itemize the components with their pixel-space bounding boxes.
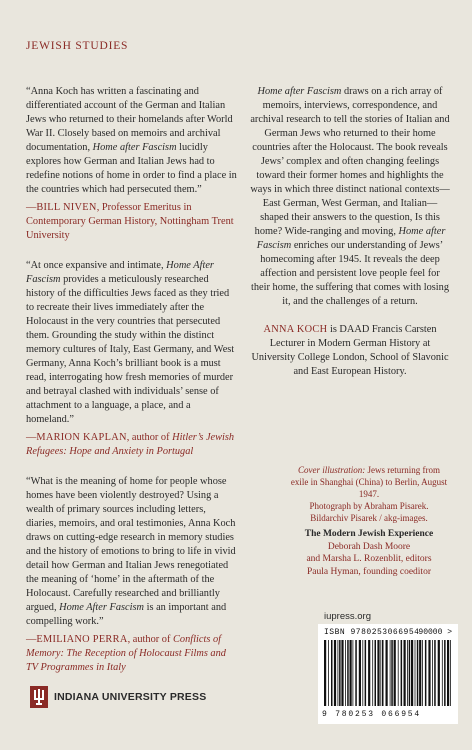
author-name: ANNA KOCH [263,324,328,335]
barcode-bar [444,640,446,706]
publisher-name: INDIANA UNIVERSITY PRESS [54,691,207,703]
barcode-bar [442,640,443,706]
barcode-bar [380,640,381,706]
barcode-bar [409,640,411,706]
barcode-bar [377,640,379,706]
barcode-bar [438,640,440,706]
barcode-bar [401,640,403,706]
barcode-bar [450,640,451,706]
barcode-bar [372,640,373,706]
series-title: The Modern Jewish Experience [304,529,434,539]
barcode-bar [428,640,430,706]
barcode-bar [417,640,419,706]
endorsements-column [26,85,238,691]
barcode-bar [391,640,393,706]
barcode-bar [324,640,326,706]
cover-illustration-credit: Cover illustration: Jews returning from exile in Shanghai (China) to Berlin, August 1947. Photograph by Abraham Pisarek. Bildarchiv Pisarek / akg-images. [290,465,448,523]
barcode-bar [350,640,352,706]
iu-trident-logo-icon [30,686,48,708]
endorser-affiliation: , author of Conflicts of Memory: The Reception of Holocaust Films and TV Programmes in Italy [26,634,226,673]
endorsement [26,475,238,675]
barcode-bar [338,640,339,706]
barcode-bar [386,640,388,706]
barcode-bar [339,640,341,706]
barcode-bar [375,640,377,706]
barcode-bar [432,640,433,706]
barcode-bar [425,640,427,706]
endorser-affiliation: , author of Hitler’s Jewish Refugees: Hope and Anxiety in Portugal [26,432,235,457]
barcode-bar [334,640,336,706]
barcode-bar [407,640,408,706]
endorsement [26,259,238,459]
endorsement-attribution: —MARION KAPLAN, author of Hitler’s Jewish Refugees: Hope and Anxiety in Portugal [26,432,235,457]
endorsement [26,85,238,243]
barcode-bars [324,640,452,706]
barcode-bar [355,640,357,706]
barcode-bar [419,640,421,706]
book-description: Home after Fascism draws on a rich array of memoirs, interviews, correspondence, and archival research to tell the stories of Italian and German Jews who returned to their home countries after the Holocaust. The book reveals Jews’ complex and often changing feelings toward their former homes and highlights the ways in which three distinct national contexts—East German, West German, and Italian—shaped their answers to the question, Is this home? Wide-ranging and moving, Home after Fascism enriches our understanding of Jews’ homecoming after 1945. It reveals the deep affection and persistent love people feel for their home, the suffering that comes with losing it, and the challenges of a return. [250,86,450,307]
barcode-bar [382,640,384,706]
barcode-bar [390,640,391,706]
isbn-digits: 9 780253 066954 [322,710,422,719]
endorsement-attribution: —BILL NIVEN, Professor Emeritus in Contemporary German History, Nottingham Trent University [26,202,234,241]
series-info: The Modern Jewish Experience Deborah Dash Moore and Marsha L. Rozenblit, editors Paula Hyman, founding coeditor [290,528,448,578]
price-code: 90000 > [418,628,452,637]
subject-category: JEWISH STUDIES [26,40,129,52]
author-bio: ANNA KOCH is DAAD Francis Carsten Lecturer in Modern German History at University College London, School of Slavonic and East European History. [251,324,449,377]
barcode-bar [447,640,449,706]
barcode-bar [434,640,436,706]
barcode-bar [359,640,361,706]
isbn-label: ISBN 9780253066954 [324,628,420,637]
endorsement-quote: “At once expansive and intimate, Home After Fascism provides a meticulously researched history of the difficulties Jews faced as they tried to recreate their lives immediately after the Holocaust in the very countries that persecuted them. Grounding the study within the distinct memory cultures of Italy, East Germany, and West Germany, Anna Koch’s brilliant book is a must read, interrogating how fresh memories of murder and betrayal clashed with individuals’ sense of attachment to a language, a place, and a homeland.” [26,260,235,425]
publisher-website: iupress.org [324,611,371,622]
barcode-bar [347,640,349,706]
barcode-bar [394,640,396,706]
endorser-affiliation: , Professor Emeritus in Contemporary German History, Nottingham Trent University [26,202,234,241]
barcode-bar [365,640,367,706]
endorser-name: BILL NIVEN [36,202,97,213]
endorser-name: MARION KAPLAN [36,432,127,443]
endorsement-quote: “Anna Koch has written a fascinating and differentiated account of the German and Italian Jews who returned to their homelands after World War II. Closely based on memoirs and archival documentation, Home after Fascism lucidly explores how German and Italian Jews had to redefine notions of home in order to find a place in the countries which had persecuted them.” [26,86,237,195]
barcode-bar [345,640,346,706]
barcode-bar [415,640,416,706]
barcode-bar [362,640,363,706]
endorsement-attribution: —EMILIANO PERRA, author of Conflicts of Memory: The Reception of Holocaust Films and TV Programmes in Italy [26,634,226,673]
barcode-bar [411,640,413,706]
publisher-logo-block [30,686,206,708]
barcode-bar [422,640,423,706]
endorser-name: EMILIANO PERRA [36,634,128,645]
barcode-bar [398,640,399,706]
endorsement-quote: “What is the meaning of home for people whose homes have been violently destroyed? Using a wealth of primary sources including letters, diaries, memoirs, and oral testimonies, Anna Koch draws on cutting-edge research in memory studies and the history of emotions to bring to life in vivid detail how German and Italian Jews renegotiated the meaning of ‘home’ in the aftermath of the Holocaust. Carefully researched and brilliantly argued, Home After Fascism is an important and compelling work.” [26,476,236,627]
barcode-bar [328,640,329,706]
description-column [250,85,450,379]
barcode-bar [404,640,406,706]
barcode-bar [368,640,370,706]
isbn-barcode [318,624,458,724]
barcode-bar [331,640,333,706]
barcode-bar [353,640,354,706]
barcode-bar [341,640,343,706]
